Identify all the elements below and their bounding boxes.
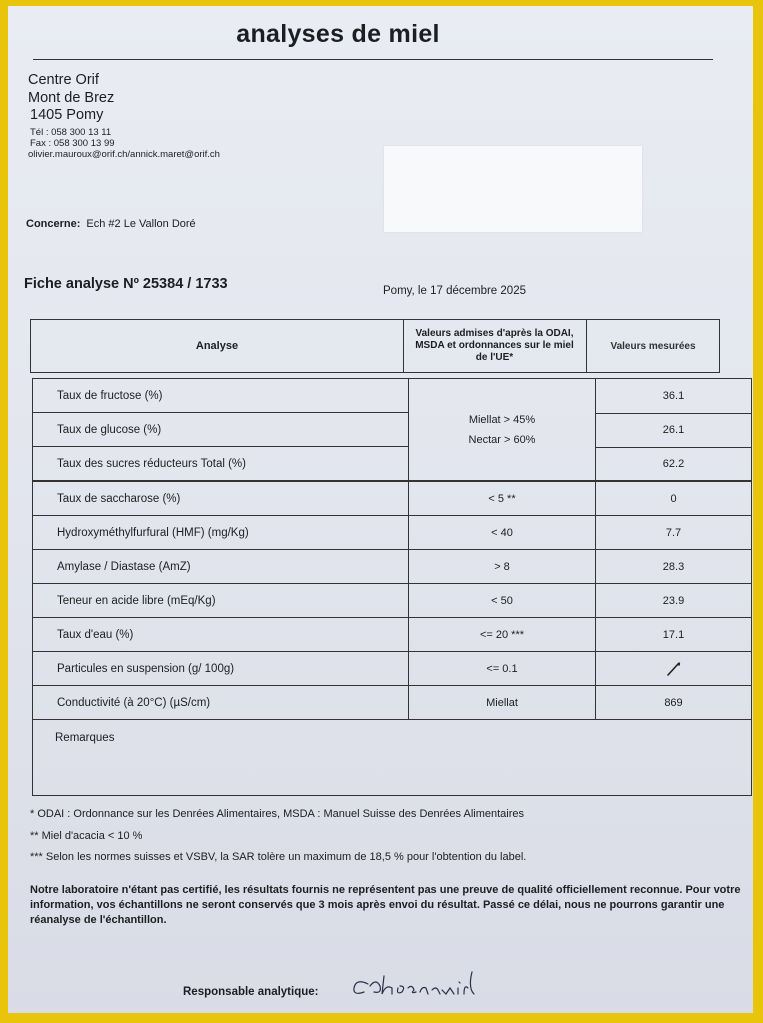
document-title: analyses de miel	[236, 20, 440, 48]
row-label: Taux d'eau (%)	[33, 618, 409, 651]
table-row	[33, 584, 751, 618]
table-row	[33, 652, 751, 686]
sender-name: Centre Orif	[28, 72, 99, 88]
concerne-line	[26, 218, 196, 230]
analysis-table	[32, 378, 752, 796]
row-admissible: < 5 **	[409, 482, 596, 515]
row-measured: 7.7	[665, 526, 682, 539]
row-admissible: <= 20 ***	[409, 618, 596, 651]
row-admissible: < 40	[409, 516, 596, 549]
footnote-odai: * ODAI : Ordonnance sur les Denrées Alimentaires, MSDA : Manuel Suisse des Denrées Alimentaires	[30, 808, 525, 820]
row-measured: 23.9	[662, 594, 685, 607]
table-row	[33, 447, 751, 481]
sender-tel: Tél : 058 300 13 11	[30, 127, 112, 138]
table-row	[33, 618, 751, 652]
row-admissible: Miellat	[409, 686, 596, 719]
reference-miellat: Miellat > 45%	[468, 413, 536, 426]
table-row	[33, 413, 751, 447]
place-date: Pomy, le 17 décembre 2025	[383, 285, 526, 297]
reference-nectar: Nectar > 60%	[468, 433, 536, 446]
row-measured: 62.2	[662, 458, 685, 470]
row-measured: 869	[664, 696, 683, 709]
concerne-label: Concerne:	[26, 218, 81, 230]
table-row	[33, 379, 751, 413]
table-row	[33, 482, 751, 516]
row-label: Amylase / Diastase (AmZ)	[33, 550, 409, 583]
header-valeurs-admises: Valeurs admises d'après la ODAI, MSDA et ordonnances sur le miel de l'UE*	[403, 320, 587, 372]
title-divider	[33, 59, 713, 60]
table-row	[33, 516, 751, 550]
row-label: Taux de fructose (%)	[33, 379, 409, 413]
row-label: Particules en suspension (g/ 100g)	[33, 652, 409, 685]
row-label: Conductivité (à 20°C) (µS/cm)	[33, 686, 409, 719]
header-valeurs-mesurees: Valeurs mesurées	[610, 340, 696, 352]
row-label: Taux de glucose (%)	[33, 413, 409, 447]
row-label: Hydroxyméthylfurfural (HMF) (mg/Kg)	[33, 516, 409, 549]
row-label: Taux de saccharose (%)	[33, 482, 409, 515]
sender-fax: Fax : 058 300 13 99	[30, 138, 115, 149]
header-analyse: Analyse	[31, 320, 404, 372]
row-measured: 36.1	[596, 379, 751, 414]
remarks-label: Remarques	[55, 732, 115, 744]
sender-city: 1405 Pomy	[30, 107, 104, 123]
row-admissible: < 50	[409, 584, 596, 617]
sender-email: olivier.mauroux@orif.ch/annick.maret@orif.ch	[28, 149, 220, 160]
row-label: Taux des sucres réducteurs Total (%)	[33, 447, 409, 481]
responsable-label: Responsable analytique:	[183, 986, 319, 998]
document-page	[8, 6, 753, 1013]
row-measured: 28.3	[662, 560, 685, 573]
footnote-sar: *** Selon les normes suisses et VSBV, la SAR tolère un maximum de 18,5 % pour l'obtention du label.	[30, 851, 527, 863]
table-row	[33, 550, 751, 584]
row-measured: 26.1	[596, 413, 751, 448]
signature-image	[346, 968, 516, 1004]
certification-notice: Notre laboratoire n'étant pas certifié, les résultats fournis ne représentent pas une preuve de qualité officiellement reconnue. Pour votre information, vos échantillons ne seront conservés que 3 mois après envoi du résultat. Passé ce délai, nous ne pourrons garantir une réanalyse de l'échantillon.	[30, 884, 741, 926]
row-label: Teneur en acide libre (mEq/Kg)	[33, 584, 409, 617]
concerne-value: Ech #2 Le Vallon Doré	[86, 218, 196, 230]
row-admissible: <= 0.1	[409, 652, 596, 685]
row-admissible: > 8	[409, 550, 596, 583]
row-measured: 0	[670, 492, 677, 505]
table-row	[33, 686, 751, 720]
handwritten-dash-mark	[664, 661, 684, 677]
fiche-number: Fiche analyse Nº 25384 / 1733	[24, 276, 228, 292]
row-measured: 17.1	[662, 628, 685, 641]
remarks-area	[33, 720, 751, 795]
table-header	[30, 319, 720, 373]
redacted-address-block	[384, 146, 642, 232]
row-measured-mark	[596, 652, 751, 685]
footnote-acacia: ** Miel d'acacia < 10 %	[30, 830, 143, 842]
sender-street: Mont de Brez	[28, 90, 115, 106]
